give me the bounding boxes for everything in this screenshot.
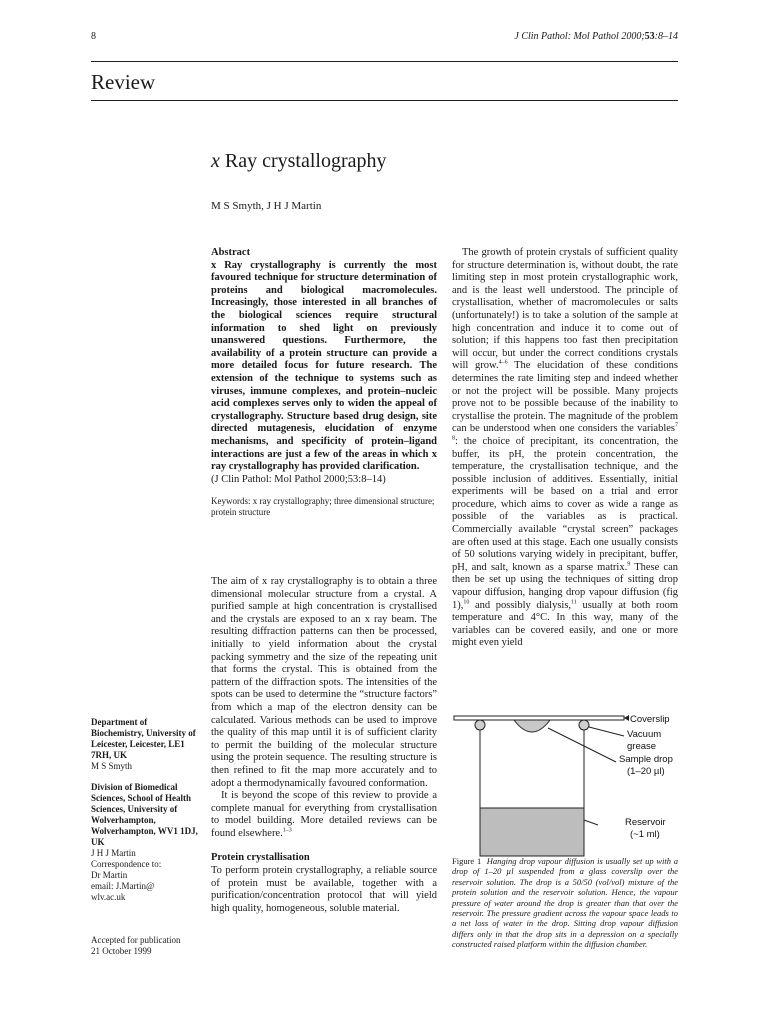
hanging-drop-diagram	[452, 710, 678, 858]
body-paragraph-2-text: It is beyond the scope of this review to provide a complete manual for everything from crystallisation to model building. More detailed reviews can be found elsewhere.	[211, 790, 437, 839]
reservoir-liquid	[480, 808, 584, 856]
journal-name: J Clin Pathol: Mol Pathol	[514, 31, 619, 42]
abstract-heading: Abstract	[211, 247, 251, 258]
vacuum-grease-left	[475, 720, 485, 730]
reference-marker: 11	[571, 599, 577, 606]
journal-citation	[514, 31, 678, 42]
left-body-column	[211, 576, 437, 915]
right-text-3: : the choice of precipitant, its concentration, the buffer, its pH, the protein concentration, the temperature, the crystallisation technique, and the possible inclusion of additives. Essentially, initial experiments will be based on a trial and error procedure, which aims to cover as wide a range as possible of the variables as is practical. Commercially available “crystal screen” packages are often used at this stage. Each one usually consists of 50 solutions varying widely in precipitant, buffer, pH, and salt, known as a sparse matrix.	[452, 435, 678, 573]
body-paragraph-1: The aim of x ray crystallography is to obtain a three dimensional molecular structure from a crystal. A purified sample at high concentration is crystallised and the crystals are exposed to an x ray beam. The resulting diffraction patterns can then be processed, initially to yield information about the crystal packing symmetry and the size of the repeating unit that forms the crystal. This is obtained from the pattern of the diffraction spots. The intensities of the spots can be used to determine the “structure factors” from which a map of the electron density can be calculated. Various methods can be used to improve the quality of this map until it is of sufficient clarity to permit the building of the molecular structure using the protein sequence. The resulting structure is then refined to fit the map more accurately and to adopt a thermodynamically favoured conformation.	[211, 576, 437, 789]
vacuum-grease-right	[579, 720, 589, 730]
label-reservoir-volume: (~1 ml)	[630, 829, 660, 840]
label-coverslip: Coverslip	[630, 714, 670, 725]
section-heading: Protein crystallisation	[211, 852, 310, 864]
header-rule-bottom	[91, 100, 678, 101]
caption-text: Hanging drop vapour diffusion is usually set up with a drop of 1–20 µl suspended from a glass coverslip over the reservoir solution. The drop is a 50/50 (vol/vol) mixture of the protein solution and the reservoir solution. Hence, the vapour pressure of water around the drop is greater than that over the reservoir. The pressure gradient across the vapour space leads to a net loss of water in the drop. Sitting drop vapour diffusion differs only in that the drop sits in a depression on a specially constructed raised platform within the diffusion chamber.	[452, 856, 679, 950]
authors: M S Smyth, J H J Martin	[211, 200, 322, 212]
abstract	[211, 247, 437, 518]
journal-volume: 53	[644, 31, 655, 42]
right-text-4: These can then be set up using the techniques of sitting drop vapour diffusion, hanging drop vapour diffusion (fig 1),	[452, 561, 678, 611]
article-title	[211, 150, 387, 173]
body-paragraph-3: To perform protein crystallography, a reliable source of protein must be available, together with a purification/concentration protocol that will yield high quality, homogeneous, soluble material.	[211, 865, 437, 914]
label-grease: grease	[627, 741, 657, 752]
affiliation-2	[91, 782, 201, 903]
accepted-line-2: 21 October 1999	[91, 946, 152, 956]
reservoir-leader	[584, 820, 598, 825]
title-rest: Ray crystallography	[219, 150, 387, 172]
label-sample-volume: (1–20 µl)	[627, 766, 665, 777]
section-label: Review	[91, 70, 156, 94]
drop-leader	[548, 728, 616, 762]
affiliation-1-author: M S Smyth	[91, 761, 133, 771]
page-number: 8	[91, 31, 96, 42]
abstract-text: x Ray crystallography is currently the most favoured technique for structure determination of proteins and biological macromolecules. Increasingly, those interested in all branches of the biological sciences require structural information to shed light on previously unanswered questions. Furthermore, the availability of a protein structure can provide a more detailed focus for future research. The extension of the technique to systems such as viruses, immune complexes, and protein–nucleic acid complexes serves only to widen the appeal of crystallography. Structure based drug design, site directed mutagenesis, elucidation of enzyme mechanisms, and specificity of protein–ligand interactions are just a few of the areas in which x ray crystallography has provided clarification.	[211, 259, 437, 473]
accepted-date	[91, 935, 201, 957]
title-italic: x	[211, 150, 220, 172]
right-text-2: The elucidation of these conditions determines the rate limiting step and indeed whether or not the project will be possible. Many projects prove not to be possible because of the inability to crystallise the protein. The magnitude of the problem can be understood when one considers the variables	[452, 360, 678, 435]
sample-drop	[514, 720, 550, 732]
arrow-icon	[624, 715, 629, 721]
figure-1	[452, 710, 678, 858]
caption-label: Figure 1	[452, 856, 482, 866]
figure-caption	[452, 856, 678, 950]
right-text-1: The growth of protein crystals of sufficient quality for structure determination is, without doubt, the rate limiting step in most protein crystallographic work, and is the least well understood. The principle of crystallisation, whether of macromolecules or salts (unfortunately!) is to take a solution of the sample at high concentration and induce it to come out of solution; if this happens too fast then precipitation will occur, but under the correct conditions crystals will grow.	[452, 247, 678, 372]
right-text-6: usually at both room temperature and 4°C. In this way, many of the variables can be covered easily, and one or more might even yield	[452, 599, 678, 649]
grease-leader	[589, 727, 624, 736]
correspondence-name: Dr Martin	[91, 870, 128, 880]
body-paragraph-2	[211, 790, 437, 840]
affiliations	[91, 717, 201, 903]
abstract-citation: (J Clin Pathol: Mol Pathol 2000;53:8–14)	[211, 473, 386, 485]
label-vacuum: Vacuum	[627, 729, 662, 740]
reference-marker: 1–3	[282, 827, 292, 834]
right-body-column	[452, 247, 678, 650]
affiliation-1	[91, 717, 201, 772]
reference-marker: 7 8	[452, 422, 678, 442]
correspondence-label: Correspondence to:	[91, 859, 162, 869]
reference-marker: 4–6	[498, 359, 508, 366]
accepted-line-1: Accepted for publication	[91, 935, 181, 945]
email-line-2: wlv.ac.uk	[91, 892, 126, 902]
header-rule-top	[91, 61, 678, 62]
coverslip	[454, 716, 624, 720]
right-paragraph	[452, 247, 678, 650]
journal-pages: :8–14	[654, 31, 678, 42]
journal-year: 2000;	[618, 31, 645, 42]
reference-marker: 10	[463, 599, 470, 606]
affiliation-2-institution: Division of Biomedical Sciences, School of Health Sciences, University of Wolverhampton, Wolverhampton, WV1 1DJ, UK	[91, 782, 198, 847]
affiliation-1-institution: Department of Biochemistry, University of Leicester, Leicester, LE1 7RH, UK	[91, 717, 196, 760]
label-sample-drop: Sample drop	[619, 754, 673, 765]
keywords: Keywords: x ray crystallography; three dimensional structure; protein structure	[211, 496, 435, 518]
reference-marker: 9	[627, 561, 631, 568]
label-reservoir: Reservoir	[625, 817, 666, 828]
email-line-1: email: J.Martin@	[91, 881, 155, 891]
right-text-5: and possibly dialysis,	[469, 599, 572, 611]
affiliation-2-author: J H J Martin	[91, 848, 136, 858]
